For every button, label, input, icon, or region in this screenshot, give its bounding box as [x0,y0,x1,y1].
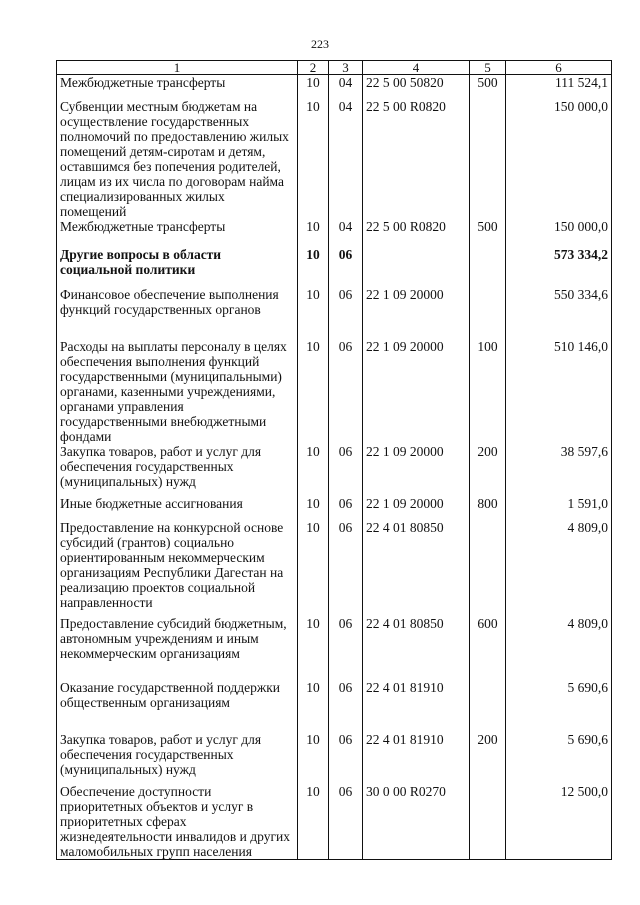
cell-amount: 12 500,0 [506,784,612,860]
cell-target-article: 22 1 09 20000 [363,339,470,444]
cell-amount: 1 591,0 [506,496,612,520]
cell-subsection: 04 [329,75,363,100]
cell-name: Расходы на выплаты персоналу в целях обеспечения выполнения функций государственными (муниципальными) органами, казенными учреждениями, органами управления государственными внебюджетными фондами [57,339,298,444]
table-row [57,247,612,287]
cell-amount: 150 000,0 [506,99,612,219]
table-row [57,287,612,339]
cell-section: 10 [298,444,329,496]
column-header-1: 1 [57,61,298,75]
cell-name: Иные бюджетные ассигнования [57,496,298,520]
cell-section: 10 [298,784,329,860]
cell-expense-type [470,784,506,860]
cell-name: Закупка товаров, работ и услуг для обеспечения государственных (муниципальных) нужд [57,444,298,496]
cell-amount: 510 146,0 [506,339,612,444]
page-number: 223 [311,37,329,51]
cell-name: Финансовое обеспечение выполнения функций государственных органов [57,287,298,339]
cell-subsection: 06 [329,444,363,496]
cell-amount: 38 597,6 [506,444,612,496]
column-header-4: 4 [363,61,470,75]
cell-amount: 4 809,0 [506,520,612,616]
cell-subsection: 06 [329,680,363,732]
table-row [57,339,612,444]
cell-section: 10 [298,680,329,732]
budget-table [56,60,612,860]
cell-section: 10 [298,616,329,680]
cell-expense-type: 800 [470,496,506,520]
cell-subsection: 06 [329,339,363,444]
cell-target-article: 22 4 01 81910 [363,732,470,784]
table-row [57,784,612,860]
cell-subsection: 06 [329,616,363,680]
cell-target-article: 22 4 01 80850 [363,520,470,616]
cell-amount: 5 690,6 [506,680,612,732]
cell-section: 10 [298,732,329,784]
cell-expense-type: 500 [470,75,506,100]
table-row [57,444,612,496]
cell-amount: 550 334,6 [506,287,612,339]
cell-section: 10 [298,339,329,444]
cell-target-article [363,247,470,287]
column-header-2: 2 [298,61,329,75]
column-header-3: 3 [329,61,363,75]
cell-amount: 573 334,2 [506,247,612,287]
cell-expense-type [470,247,506,287]
cell-name: Предоставление на конкурсной основе субсидий (грантов) социально ориентированным некоммерческим организациям Республики Дагестан на реализацию проектов социальной направленности [57,520,298,616]
cell-subsection: 04 [329,99,363,219]
column-header-6: 6 [506,61,612,75]
cell-target-article: 22 1 09 20000 [363,496,470,520]
cell-name: Другие вопросы в области социальной политики [57,247,298,287]
cell-section: 10 [298,496,329,520]
cell-subsection: 06 [329,247,363,287]
table-row [57,75,612,100]
cell-name: Оказание государственной поддержки общественным организациям [57,680,298,732]
table-row [57,496,612,520]
table-header-row [57,61,612,75]
cell-amount: 5 690,6 [506,732,612,784]
table-row [57,732,612,784]
cell-expense-type: 200 [470,444,506,496]
cell-target-article: 22 1 09 20000 [363,444,470,496]
cell-target-article: 30 0 00 R0270 [363,784,470,860]
cell-name: Субвенции местным бюджетам на осуществление государственных полномочий по предоставлению жилых помещений детям-сиротам и детям, оставшимся без попечения родителей, лицам из их числа по договорам найма специализированных жилых помещений [57,99,298,219]
cell-name: Обеспечение доступности приоритетных объектов и услуг в приоритетных сферах жизнедеятельности инвалидов и других маломобильных групп населения [57,784,298,860]
table-row [57,219,612,247]
table-body [57,75,612,860]
cell-target-article: 22 5 00 50820 [363,75,470,100]
cell-name: Закупка товаров, работ и услуг для обеспечения государственных (муниципальных) нужд [57,732,298,784]
cell-target-article: 22 1 09 20000 [363,287,470,339]
cell-subsection: 04 [329,219,363,247]
cell-section: 10 [298,287,329,339]
cell-subsection: 06 [329,520,363,616]
cell-expense-type [470,680,506,732]
cell-name: Межбюджетные трансферты [57,75,298,100]
column-header-5: 5 [470,61,506,75]
cell-subsection: 06 [329,784,363,860]
cell-amount: 111 524,1 [506,75,612,100]
cell-expense-type: 100 [470,339,506,444]
cell-expense-type [470,287,506,339]
cell-section: 10 [298,99,329,219]
cell-section: 10 [298,75,329,100]
table-row [57,616,612,680]
cell-target-article: 22 5 00 R0820 [363,219,470,247]
cell-subsection: 06 [329,287,363,339]
table-row [57,99,612,219]
cell-section: 10 [298,219,329,247]
cell-amount: 4 809,0 [506,616,612,680]
cell-target-article: 22 5 00 R0820 [363,99,470,219]
cell-expense-type [470,520,506,616]
cell-target-article: 22 4 01 81910 [363,680,470,732]
cell-expense-type [470,99,506,219]
cell-expense-type: 500 [470,219,506,247]
cell-name: Предоставление субсидий бюджетным, автономным учреждениям и иным некоммерческим организациям [57,616,298,680]
cell-section: 10 [298,247,329,287]
cell-expense-type: 200 [470,732,506,784]
cell-subsection: 06 [329,732,363,784]
table-row [57,520,612,616]
cell-section: 10 [298,520,329,616]
cell-name: Межбюджетные трансферты [57,219,298,247]
cell-amount: 150 000,0 [506,219,612,247]
cell-target-article: 22 4 01 80850 [363,616,470,680]
cell-expense-type: 600 [470,616,506,680]
cell-subsection: 06 [329,496,363,520]
table-row [57,680,612,732]
